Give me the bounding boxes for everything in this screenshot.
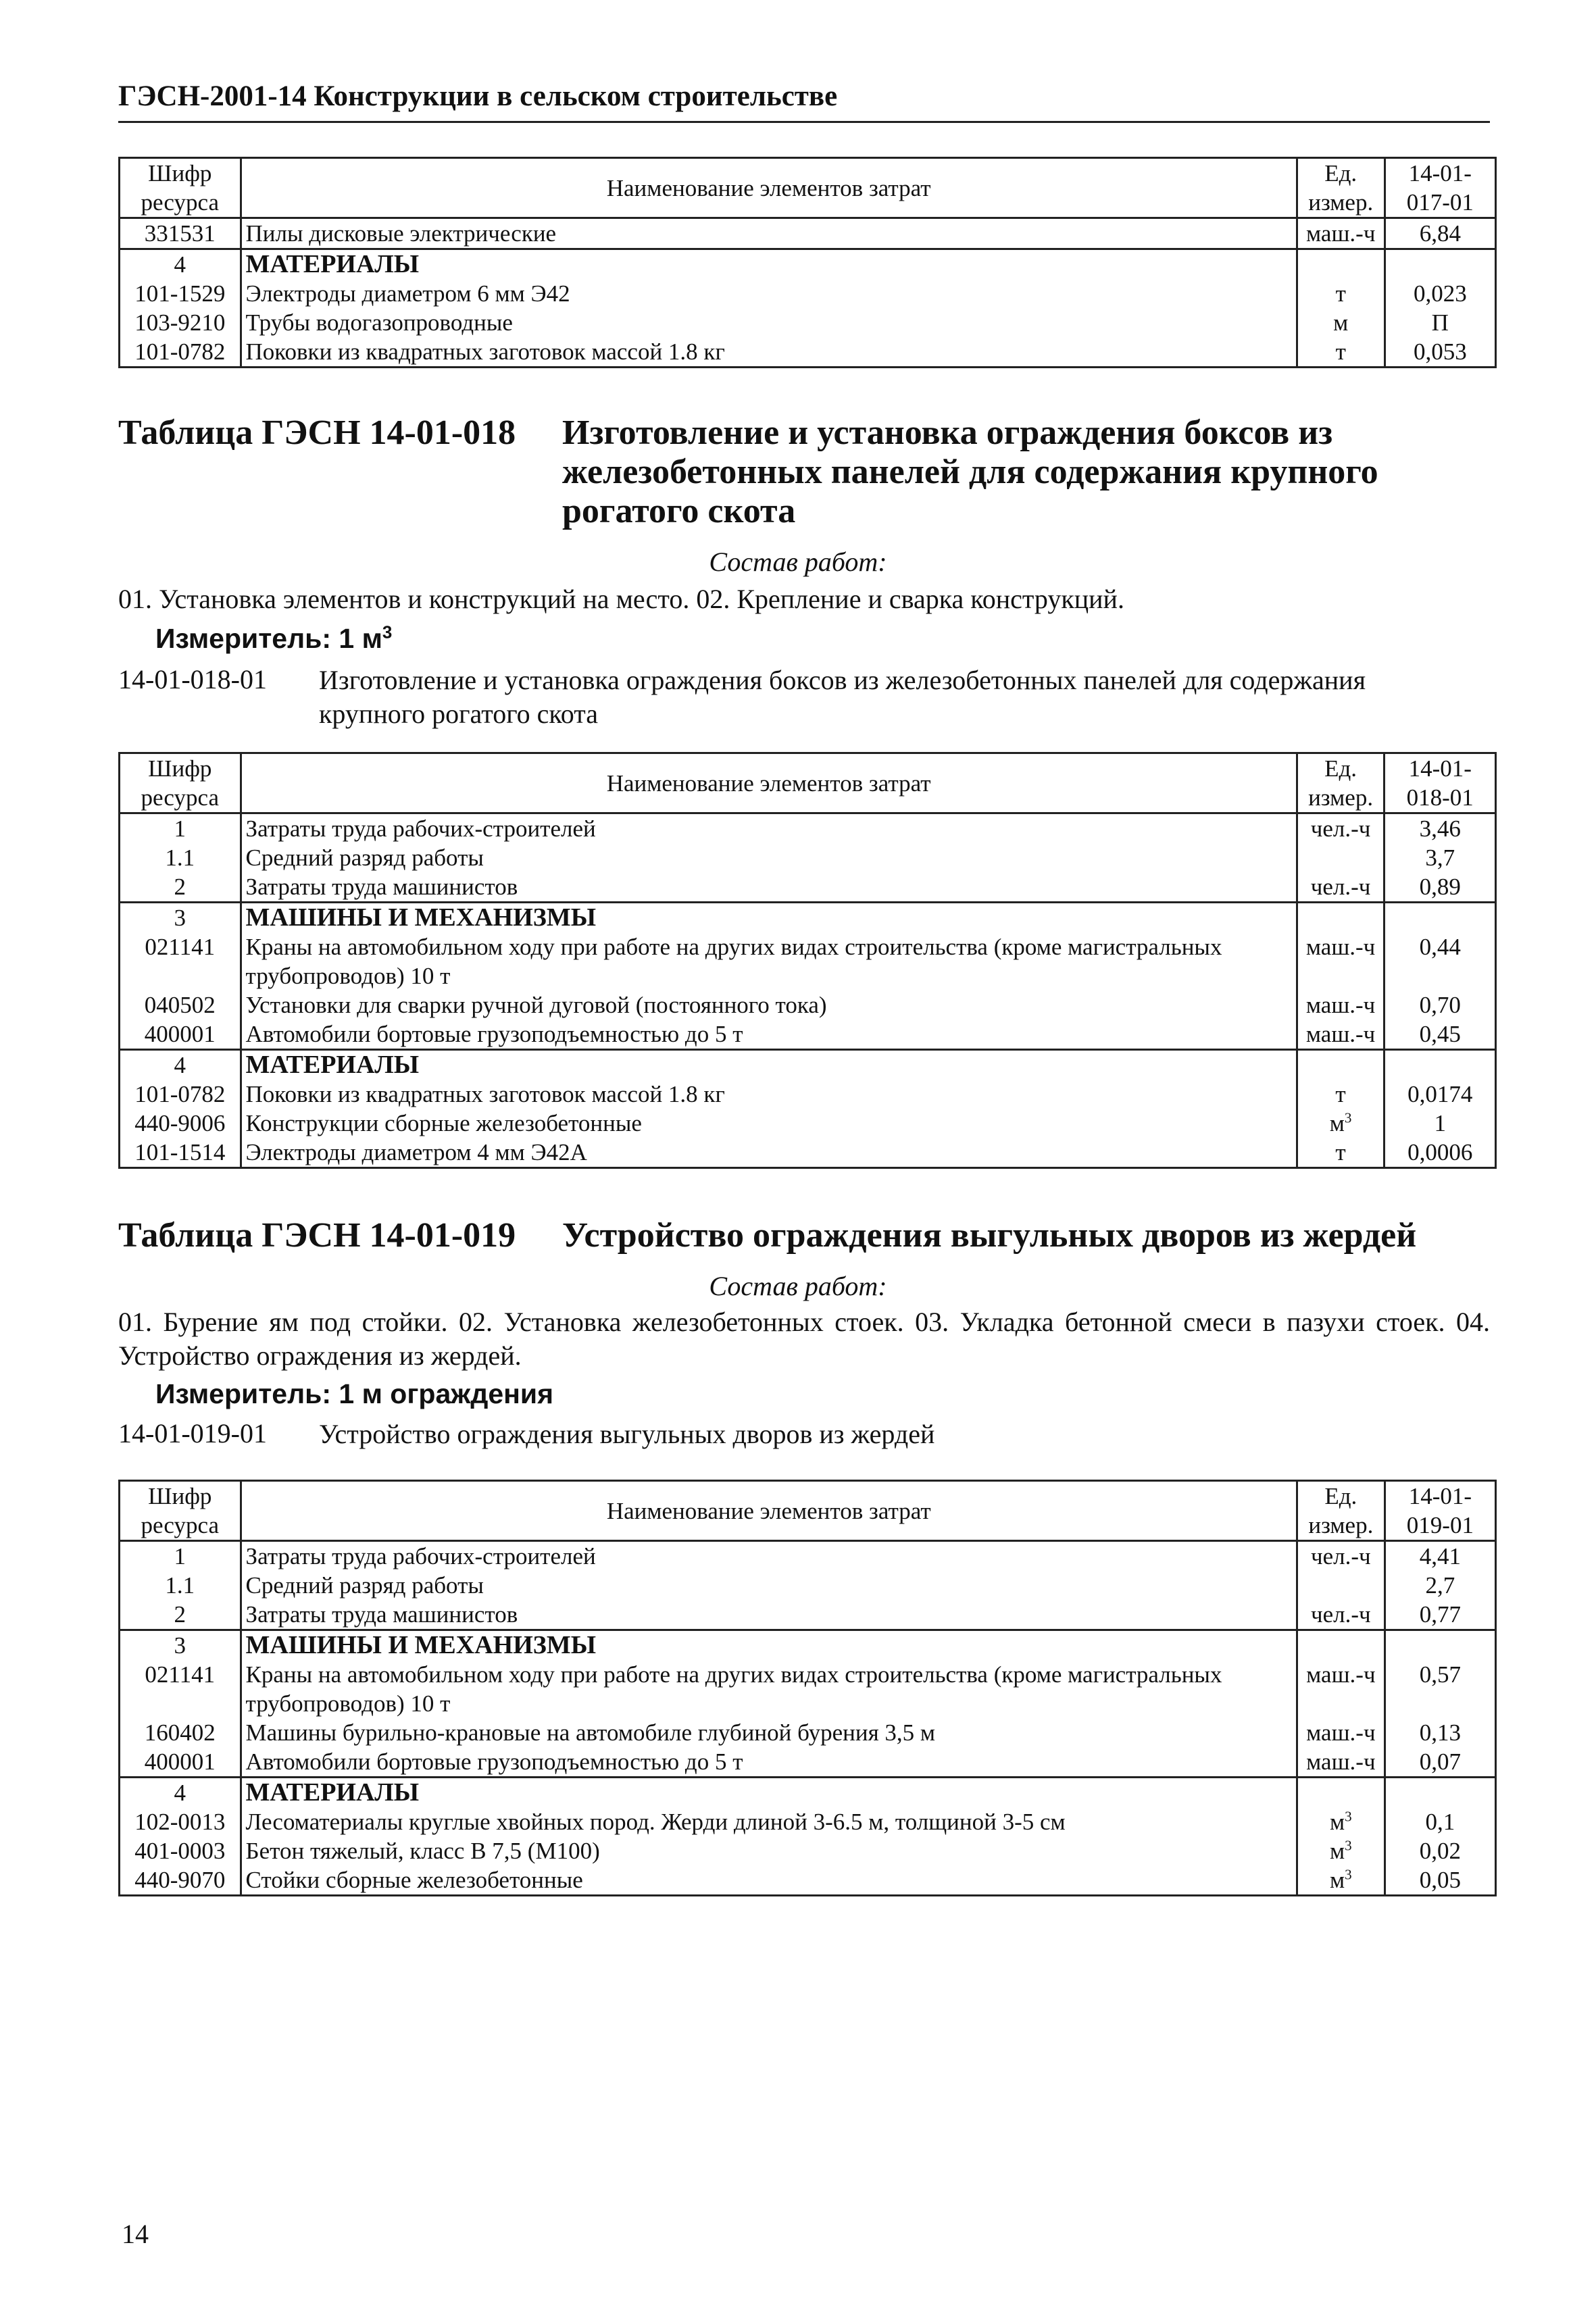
row-unit: чел.-ч bbox=[1297, 1600, 1385, 1630]
row-unit: т bbox=[1297, 279, 1385, 308]
row-name: Затраты труда машинистов bbox=[241, 1600, 1297, 1630]
item-code-018: 14-01-018-01 bbox=[118, 664, 267, 695]
row-name: Затраты труда машинистов bbox=[241, 872, 1297, 903]
row-code: 440-9006 bbox=[120, 1109, 241, 1138]
row-value: 0,70 bbox=[1385, 990, 1496, 1020]
row-unit: $м^3$ bbox=[1297, 1109, 1385, 1138]
table-row bbox=[120, 1630, 1496, 1661]
row-value: П bbox=[1385, 308, 1495, 337]
row-name: Лесоматериалы круглые хвойных пород. Жерди длиной 3-6.5 м, толщиной 3-5 см bbox=[241, 1807, 1297, 1836]
row-unit bbox=[1297, 1571, 1385, 1600]
row-name: МАТЕРИАЛЫ bbox=[241, 1778, 1297, 1808]
row-code: 400001 bbox=[120, 1020, 241, 1050]
table-row bbox=[120, 1718, 1496, 1747]
row-code: 1.1 bbox=[120, 843, 241, 872]
page-number: 14 bbox=[122, 2219, 149, 2249]
header-code: Шифр ресурса bbox=[120, 158, 241, 218]
header-norm: 14-01- 018-01 bbox=[1385, 753, 1496, 813]
row-value: 1 bbox=[1385, 1109, 1496, 1138]
row-value: 6,84 bbox=[1385, 218, 1495, 249]
row-unit: т bbox=[1297, 1080, 1385, 1109]
row-value: 0,89 bbox=[1385, 872, 1496, 903]
table-row bbox=[120, 1747, 1496, 1778]
row-unit: маш.-ч bbox=[1297, 1660, 1385, 1718]
header-unit: Ед. измер. bbox=[1297, 753, 1385, 813]
header-norm: 14-01- 019-01 bbox=[1385, 1481, 1495, 1541]
row-unit: маш.-ч bbox=[1297, 1718, 1385, 1747]
header-unit: Ед. измер. bbox=[1297, 158, 1385, 218]
row-value: 0,1 bbox=[1385, 1807, 1495, 1836]
table-row bbox=[120, 1109, 1496, 1138]
row-value: 0,44 bbox=[1385, 932, 1496, 990]
row-name: Краны на автомобильном ходу при работе на других видах строительства (кроме магистральных трубопроводов) 10 т bbox=[241, 1660, 1297, 1718]
row-name: Средний разряд работы bbox=[241, 843, 1297, 872]
table-row bbox=[120, 308, 1496, 337]
resource-table-019 bbox=[118, 1480, 1497, 1896]
row-value bbox=[1385, 249, 1495, 280]
table-row bbox=[120, 903, 1496, 933]
table-row bbox=[120, 1600, 1496, 1630]
row-unit: маш.-ч bbox=[1297, 990, 1385, 1020]
resource-table-017 bbox=[118, 157, 1497, 368]
row-name: Автомобили бортовые грузоподъемностью до 5 т bbox=[241, 1747, 1297, 1778]
row-value: 0,0174 bbox=[1385, 1080, 1496, 1109]
row-value bbox=[1385, 903, 1496, 933]
row-code: 1 bbox=[120, 1541, 241, 1571]
row-unit: чел.-ч bbox=[1297, 872, 1385, 903]
row-code: 102-0013 bbox=[120, 1807, 241, 1836]
row-name: МАТЕРИАЛЫ bbox=[241, 249, 1297, 280]
table-row bbox=[120, 1138, 1496, 1168]
header-name: Наименование элементов затрат bbox=[241, 753, 1297, 813]
header-name: Наименование элементов затрат bbox=[241, 1481, 1297, 1541]
row-name: Средний разряд работы bbox=[241, 1571, 1297, 1600]
row-unit: маш.-ч bbox=[1297, 1020, 1385, 1050]
row-value: 3,46 bbox=[1385, 813, 1496, 844]
resource-table-018 bbox=[118, 752, 1497, 1169]
item-code-019: 14-01-019-01 bbox=[118, 1418, 267, 1449]
row-unit bbox=[1297, 249, 1385, 280]
row-name: Пилы дисковые электрические bbox=[241, 218, 1297, 249]
table-row bbox=[120, 1050, 1496, 1080]
row-unit bbox=[1297, 1630, 1385, 1661]
table-title-019: Устройство ограждения выгульных дворов из жердей bbox=[562, 1216, 1417, 1255]
row-code: 4 bbox=[120, 249, 241, 280]
row-name: Затраты труда рабочих-строителей bbox=[241, 813, 1297, 844]
row-code: 101-0782 bbox=[120, 337, 241, 368]
header-unit: Ед. измер. bbox=[1297, 1481, 1385, 1541]
table-row bbox=[120, 249, 1496, 280]
row-code: 101-1514 bbox=[120, 1138, 241, 1168]
row-value: 0,77 bbox=[1385, 1600, 1495, 1630]
row-unit: м bbox=[1297, 308, 1385, 337]
table-label-018: Таблица ГЭСН 14-01-018 bbox=[118, 413, 516, 452]
row-unit: маш.-ч bbox=[1297, 218, 1385, 249]
row-name: Краны на автомобильном ходу при работе на других видах строительства (кроме магистральных трубопроводов) 10 т bbox=[241, 932, 1297, 990]
row-name: МАШИНЫ И МЕХАНИЗМЫ bbox=[241, 903, 1297, 933]
table-row bbox=[120, 990, 1496, 1020]
row-unit: $м^3$ bbox=[1297, 1865, 1385, 1896]
row-name: Поковки из квадратных заготовок массой 1.8 кг bbox=[241, 337, 1297, 368]
row-code: 3 bbox=[120, 903, 241, 933]
row-unit: т bbox=[1297, 337, 1385, 368]
row-code: 1.1 bbox=[120, 1571, 241, 1600]
table-row bbox=[120, 279, 1496, 308]
row-unit: $м^3$ bbox=[1297, 1807, 1385, 1836]
row-value: 0,05 bbox=[1385, 1865, 1495, 1896]
row-name: Бетон тяжелый, класс В 7,5 (М100) bbox=[241, 1836, 1297, 1865]
page-header: ГЭСН-2001-14 Конструкции в сельском строительстве bbox=[118, 80, 1490, 123]
row-value: 0,023 bbox=[1385, 279, 1495, 308]
row-code: 3 bbox=[120, 1630, 241, 1661]
row-code: 103-9210 bbox=[120, 308, 241, 337]
row-code: 021141 bbox=[120, 1660, 241, 1718]
row-code: 101-1529 bbox=[120, 279, 241, 308]
table-body bbox=[120, 218, 1496, 368]
row-name: Установки для сварки ручной дуговой (постоянного тока) bbox=[241, 990, 1297, 1020]
row-unit bbox=[1297, 843, 1385, 872]
meter-018: Измеритель: 1 $м^3$ bbox=[155, 622, 393, 654]
row-code: 4 bbox=[120, 1050, 241, 1080]
row-unit bbox=[1297, 1778, 1385, 1808]
row-code: 2 bbox=[120, 1600, 241, 1630]
row-value: 4,41 bbox=[1385, 1541, 1495, 1571]
row-value: 0,053 bbox=[1385, 337, 1495, 368]
row-unit: маш.-ч bbox=[1297, 932, 1385, 990]
table-row bbox=[120, 1660, 1496, 1718]
table-body bbox=[120, 813, 1496, 1168]
table-row bbox=[120, 1080, 1496, 1109]
table-row bbox=[120, 872, 1496, 903]
row-unit: чел.-ч bbox=[1297, 1541, 1385, 1571]
row-unit: маш.-ч bbox=[1297, 1747, 1385, 1778]
header-name: Наименование элементов затрат bbox=[241, 158, 1297, 218]
row-name: Поковки из квадратных заготовок массой 1.8 кг bbox=[241, 1080, 1297, 1109]
row-code: 040502 bbox=[120, 990, 241, 1020]
row-name: Трубы водогазопроводные bbox=[241, 308, 1297, 337]
row-code: 401-0003 bbox=[120, 1836, 241, 1865]
work-heading-019: Состав работ: bbox=[709, 1271, 887, 1301]
row-name: Автомобили бортовые грузоподъемностью до 5 т bbox=[241, 1020, 1297, 1050]
row-unit bbox=[1297, 903, 1385, 933]
table-row bbox=[120, 813, 1496, 844]
row-unit: чел.-ч bbox=[1297, 813, 1385, 844]
row-value bbox=[1385, 1630, 1495, 1661]
work-composition-018: 01. Установка элементов и конструкций на место. 02. Крепление и сварка конструкций. bbox=[118, 584, 1124, 614]
row-value: 2,7 bbox=[1385, 1571, 1495, 1600]
row-value: 3,7 bbox=[1385, 843, 1496, 872]
row-unit bbox=[1297, 1050, 1385, 1080]
row-name: Машины бурильно-крановые на автомобиле глубиной бурения 3,5 м bbox=[241, 1718, 1297, 1747]
row-code: 440-9070 bbox=[120, 1865, 241, 1896]
meter-019: Измеритель: 1 м ограждения bbox=[155, 1378, 554, 1409]
row-code: 400001 bbox=[120, 1747, 241, 1778]
row-name: Электроды диаметром 4 мм Э42А bbox=[241, 1138, 1297, 1168]
header-norm: 14-01- 017-01 bbox=[1385, 158, 1495, 218]
table-row bbox=[120, 1571, 1496, 1600]
row-code: 160402 bbox=[120, 1718, 241, 1747]
table-label-019: Таблица ГЭСН 14-01-019 bbox=[118, 1216, 516, 1255]
row-name: Конструкции сборные железобетонные bbox=[241, 1109, 1297, 1138]
row-value: 0,07 bbox=[1385, 1747, 1495, 1778]
row-code: 1 bbox=[120, 813, 241, 844]
row-code: 021141 bbox=[120, 932, 241, 990]
row-value: 0,45 bbox=[1385, 1020, 1496, 1050]
table-row bbox=[120, 1778, 1496, 1808]
row-name: Стойки сборные железобетонные bbox=[241, 1865, 1297, 1896]
item-name-018: Изготовление и установка ограждения боксов из железобетонных панелей для содержания крупного рогатого скота bbox=[319, 665, 1366, 729]
work-heading-018: Состав работ: bbox=[709, 547, 887, 577]
row-name: МАШИНЫ И МЕХАНИЗМЫ bbox=[241, 1630, 1297, 1661]
row-code: 101-0782 bbox=[120, 1080, 241, 1109]
row-name: Электроды диаметром 6 мм Э42 bbox=[241, 279, 1297, 308]
table-row bbox=[120, 1020, 1496, 1050]
table-row bbox=[120, 218, 1496, 249]
header-code: Шифр ресурса bbox=[120, 753, 241, 813]
row-unit: $м^3$ bbox=[1297, 1836, 1385, 1865]
row-code: 4 bbox=[120, 1778, 241, 1808]
row-value: 0,0006 bbox=[1385, 1138, 1496, 1168]
row-name: МАТЕРИАЛЫ bbox=[241, 1050, 1297, 1080]
work-composition-019: 01. Бурение ям под стойки. 02. Установка железобетонных стоек. 03. Укладка бетонной смеси в пазухи стоек. 04. Устройство ограждения из жердей. bbox=[118, 1307, 1490, 1371]
item-name-019: Устройство ограждения выгульных дворов из жердей bbox=[319, 1419, 935, 1449]
table-body bbox=[120, 1541, 1496, 1896]
row-value: 0,13 bbox=[1385, 1718, 1495, 1747]
row-code: 331531 bbox=[120, 218, 241, 249]
table-row bbox=[120, 337, 1496, 368]
row-value: 0,02 bbox=[1385, 1836, 1495, 1865]
table-row bbox=[120, 1836, 1496, 1865]
row-value bbox=[1385, 1050, 1496, 1080]
table-row bbox=[120, 932, 1496, 990]
row-value bbox=[1385, 1778, 1495, 1808]
table-row bbox=[120, 1541, 1496, 1571]
table-row bbox=[120, 843, 1496, 872]
table-title-018: Изготовление и установка ограждения боксов из железобетонных панелей для содержания крупного рогатого скота bbox=[562, 413, 1378, 530]
row-name: Затраты труда рабочих-строителей bbox=[241, 1541, 1297, 1571]
row-value: 0,57 bbox=[1385, 1660, 1495, 1718]
table-row bbox=[120, 1865, 1496, 1896]
table-row bbox=[120, 1807, 1496, 1836]
header-code: Шифр ресурса bbox=[120, 1481, 241, 1541]
row-code: 2 bbox=[120, 872, 241, 903]
row-unit: т bbox=[1297, 1138, 1385, 1168]
